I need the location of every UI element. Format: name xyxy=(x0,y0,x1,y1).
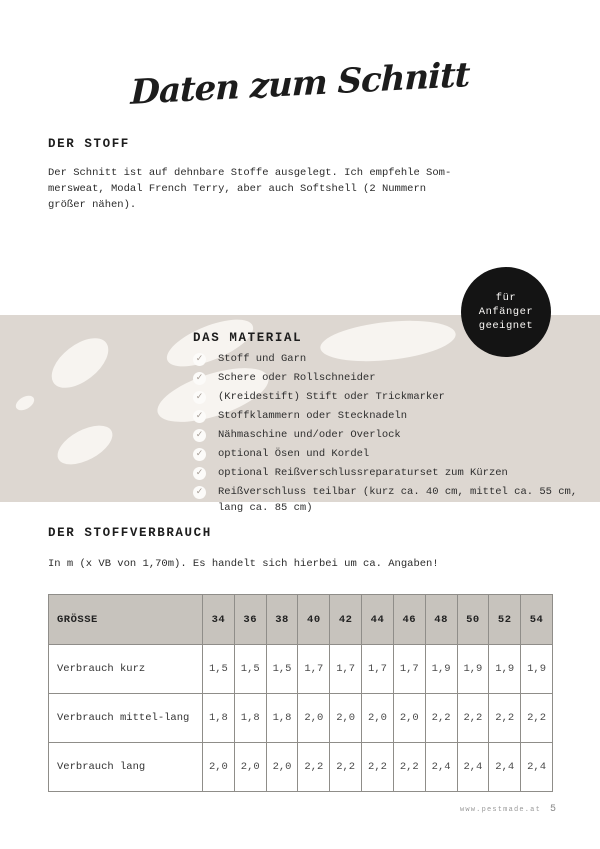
value-cell: 1,7 xyxy=(393,645,425,694)
checklist-item-label: optional Ösen und Kordel xyxy=(218,448,370,460)
badge-line: Anfänger xyxy=(478,306,534,318)
check-icon: ✓ xyxy=(193,429,206,442)
table-header-cell: 34 xyxy=(203,595,235,645)
section-stoffverbrauch xyxy=(48,526,558,572)
section-stoff xyxy=(48,137,518,213)
value-cell: 2,2 xyxy=(457,694,489,743)
check-icon: ✓ xyxy=(193,448,206,461)
value-cell: 1,8 xyxy=(203,694,235,743)
value-cell: 2,0 xyxy=(266,743,298,792)
website-text: www.pestmade.at xyxy=(459,805,541,814)
check-icon: ✓ xyxy=(193,391,206,404)
value-cell: 1,5 xyxy=(234,645,266,694)
table-header-cell: 44 xyxy=(362,595,394,645)
value-cell: 1,9 xyxy=(521,645,553,694)
check-icon: ✓ xyxy=(193,372,206,385)
value-cell: 1,8 xyxy=(266,694,298,743)
stoff-paragraph xyxy=(48,165,518,213)
value-cell: 2,4 xyxy=(425,743,457,792)
table-row xyxy=(49,743,553,792)
value-cell: 1,5 xyxy=(203,645,235,694)
table-header-cell: 40 xyxy=(298,595,330,645)
material-heading: DAS MATERIAL xyxy=(193,331,303,345)
value-cell: 1,7 xyxy=(362,645,394,694)
paragraph-line: Der Schnitt ist auf dehnbare Stoffe ausgelegt. Ich empfehle Som- xyxy=(48,167,452,179)
checklist-item-label: Reißverschluss teilbar (kurz ca. 40 cm, mittel ca. 55 cm, lang ca. 85 cm) xyxy=(218,486,578,514)
table-row xyxy=(49,645,553,694)
checklist-item xyxy=(193,466,578,482)
checklist-item xyxy=(193,485,578,516)
value-cell: 1,9 xyxy=(425,645,457,694)
value-cell: 2,4 xyxy=(457,743,489,792)
table-header-cell: 54 xyxy=(521,595,553,645)
value-cell: 2,2 xyxy=(521,694,553,743)
table-header-cell: 50 xyxy=(457,595,489,645)
checklist-item xyxy=(193,371,578,387)
table-header-cell: 38 xyxy=(266,595,298,645)
page-footer xyxy=(460,804,556,815)
check-icon: ✓ xyxy=(193,353,206,366)
checklist-item-label: optional Reißverschlussreparaturset zum Kürzen xyxy=(218,467,508,479)
section-material xyxy=(193,331,578,520)
value-cell: 2,2 xyxy=(393,743,425,792)
table-header-cell: 48 xyxy=(425,595,457,645)
table-row xyxy=(49,694,553,743)
checklist-item-label: Nähmaschine und/oder Overlock xyxy=(218,429,401,441)
value-cell: 1,9 xyxy=(489,645,521,694)
checklist-item xyxy=(193,390,578,406)
page-title: Daten zum Schnitt xyxy=(130,55,470,113)
value-cell: 2,2 xyxy=(489,694,521,743)
checklist-item-label: (Kreidestift) Stift oder Trickmarker xyxy=(218,391,445,403)
value-cell: 1,7 xyxy=(330,645,362,694)
page-number: 5 xyxy=(549,804,556,815)
check-icon: ✓ xyxy=(193,467,206,480)
row-label-cell: Verbrauch kurz xyxy=(49,645,203,694)
value-cell: 1,7 xyxy=(298,645,330,694)
beginner-badge xyxy=(461,267,551,357)
value-cell: 2,2 xyxy=(362,743,394,792)
table-header-cell: 36 xyxy=(234,595,266,645)
value-cell: 2,0 xyxy=(298,694,330,743)
checklist-item-label: Stoffklammern oder Stecknadeln xyxy=(218,410,408,422)
table-header-cell: GRÖSSE xyxy=(49,595,203,645)
stoffverbrauch-heading: DER STOFFVERBRAUCH xyxy=(48,526,212,540)
fabric-consumption-table xyxy=(48,594,553,792)
value-cell: 2,4 xyxy=(489,743,521,792)
badge-line: für xyxy=(495,292,517,304)
checklist-item-label: Stoff und Garn xyxy=(218,353,307,365)
table-header-cell: 52 xyxy=(489,595,521,645)
table-header-cell: 42 xyxy=(330,595,362,645)
check-icon: ✓ xyxy=(193,486,206,499)
badge-line: geeignet xyxy=(478,320,534,332)
value-cell: 2,4 xyxy=(521,743,553,792)
value-cell: 2,0 xyxy=(330,694,362,743)
value-cell: 2,2 xyxy=(330,743,362,792)
value-cell: 2,2 xyxy=(298,743,330,792)
value-cell: 2,0 xyxy=(203,743,235,792)
check-icon: ✓ xyxy=(193,410,206,423)
checklist-item xyxy=(193,447,578,463)
value-cell: 2,0 xyxy=(234,743,266,792)
paragraph-line: mersweat, Modal French Terry, aber auch Softshell (2 Nummern xyxy=(48,183,427,195)
stoffverbrauch-note: In m (x VB von 1,70m). Es handelt sich hierbei um ca. Angaben! xyxy=(48,558,439,570)
table-header-row xyxy=(49,595,553,645)
row-label-cell: Verbrauch lang xyxy=(49,743,203,792)
value-cell: 1,9 xyxy=(457,645,489,694)
value-cell: 2,0 xyxy=(362,694,394,743)
value-cell: 1,5 xyxy=(266,645,298,694)
table-header-cell: 46 xyxy=(393,595,425,645)
checklist-item xyxy=(193,409,578,425)
checklist-item xyxy=(193,428,578,444)
paragraph-line: größer nähen). xyxy=(48,199,137,211)
row-label-cell: Verbrauch mittel-lang xyxy=(49,694,203,743)
value-cell: 2,0 xyxy=(393,694,425,743)
checklist-item-label: Schere oder Rollschneider xyxy=(218,372,376,384)
value-cell: 1,8 xyxy=(234,694,266,743)
stoff-heading: DER STOFF xyxy=(48,137,130,151)
value-cell: 2,2 xyxy=(425,694,457,743)
